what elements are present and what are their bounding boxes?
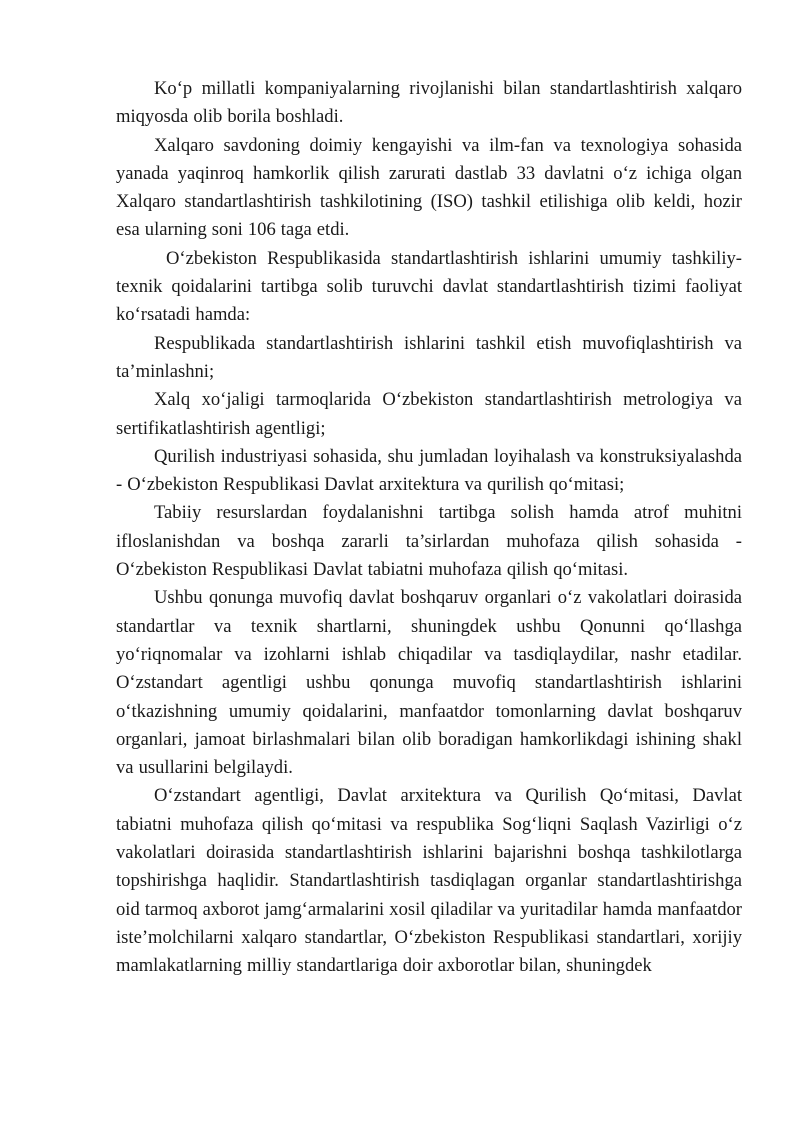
document-page <box>116 75 742 981</box>
paragraph-national-economy-agency: Xalq xo‘jaligi tarmoqlarida O‘zbekiston standartlashtirish metrologiya va sertifikatlashtirish agentligi; <box>116 389 742 439</box>
paragraph-republic-coordination: Respublikada standartlashtirish ishlarini tashkil etish muvofiqlashtirish va ta’minlashni; <box>116 332 742 382</box>
paragraph-nature-protection: Tabiiy resurslardan foydalanishni tartibga solish hamda atrof muhitni ifloslanishdan va boshqa zararli ta’sirlardan muhofaza qilish sohasida - O‘zbekiston Respublikasi Davlat tabiatni muhofaza qilish qo‘mitasi. <box>116 502 742 581</box>
paragraph-construction-committee: Qurilish industriyasi sohasida, shu jumladan loyihalash va konstruksiyalashda - O‘zbekiston Respublikasi Davlat arxitektura va qurilish qo‘mitasi; <box>116 445 742 496</box>
paragraph-multinational-standardization: Ko‘p millatli kompaniyalarning rivojlanishi bilan standartlashtirish xalqaro miqyosda olib borila boshladi. <box>116 78 742 128</box>
paragraph-iso-founding: Xalqaro savdoning doimiy kengayishi va ilm-fan va texnologiya sohasida yanada yaqinroq hamkorlik qilish zarurati dastlab 33 davlatni o‘z ichiga olgan Xalqaro standartlashtirish tashkilotining (ISO) tashkil etilishiga olib keldi, hozir esa ularning soni 106 taga etdi. <box>116 134 742 241</box>
paragraph-uzstandart-authority: O‘zstandart agentligi, Davlat arxitektura va Qurilish Qo‘mitasi, Davlat tabiatni muhofaza qilish qo‘mitasi va respublika Sog‘liqni Saqlash Vazirligi o‘z vakolatlari doirasida standartlashtirish ishlarini bajarishni boshqa tashkilotlarga topshirishga haqlidir. Standartlashtirish tasdiqlagan organlar standartlashtirishga oid tarmoq axborot jamg‘armalarini xosil qiladilar va yuritadilar hamda manfaatdor iste’molchilarni xalqaro standartlar, O‘zbekiston Respublikasi standartlari, xorijiy mamlakatlarning milliy standartlariga doir axborotlar bilan, shuningdek <box>116 785 742 977</box>
paragraph-state-bodies-law: Ushbu qonunga muvofiq davlat boshqaruv organlari o‘z vakolatlari doirasida standartlar va texnik shartlarni, shuningdek ushbu Qonunni qo‘llashga yo‘riqnomalar va izohlarni ishlab chiqadilar va tasdiqlaydilar, nashr etadilar. O‘zstandart agentligi ushbu qonunga muvofiq standartlashtirish ishlarini o‘tkazishning umumiy qoidalarini, manfaatdor tomonlarning davlat boshqaruv organlari, jamoat birlashmalari bilan olib boradigan hamkorlikdagi ishining shakl va usullarini belgilaydi. <box>116 587 742 779</box>
paragraph-uzbekistan-system: O‘zbekiston Respublikasida standartlashtirish ishlarini umumiy tashkiliy-texnik qoidalarini tartibga solib turuvchi davlat standartlashtirish tizimi faoliyat ko‘rsatadi hamda: <box>116 247 742 326</box>
